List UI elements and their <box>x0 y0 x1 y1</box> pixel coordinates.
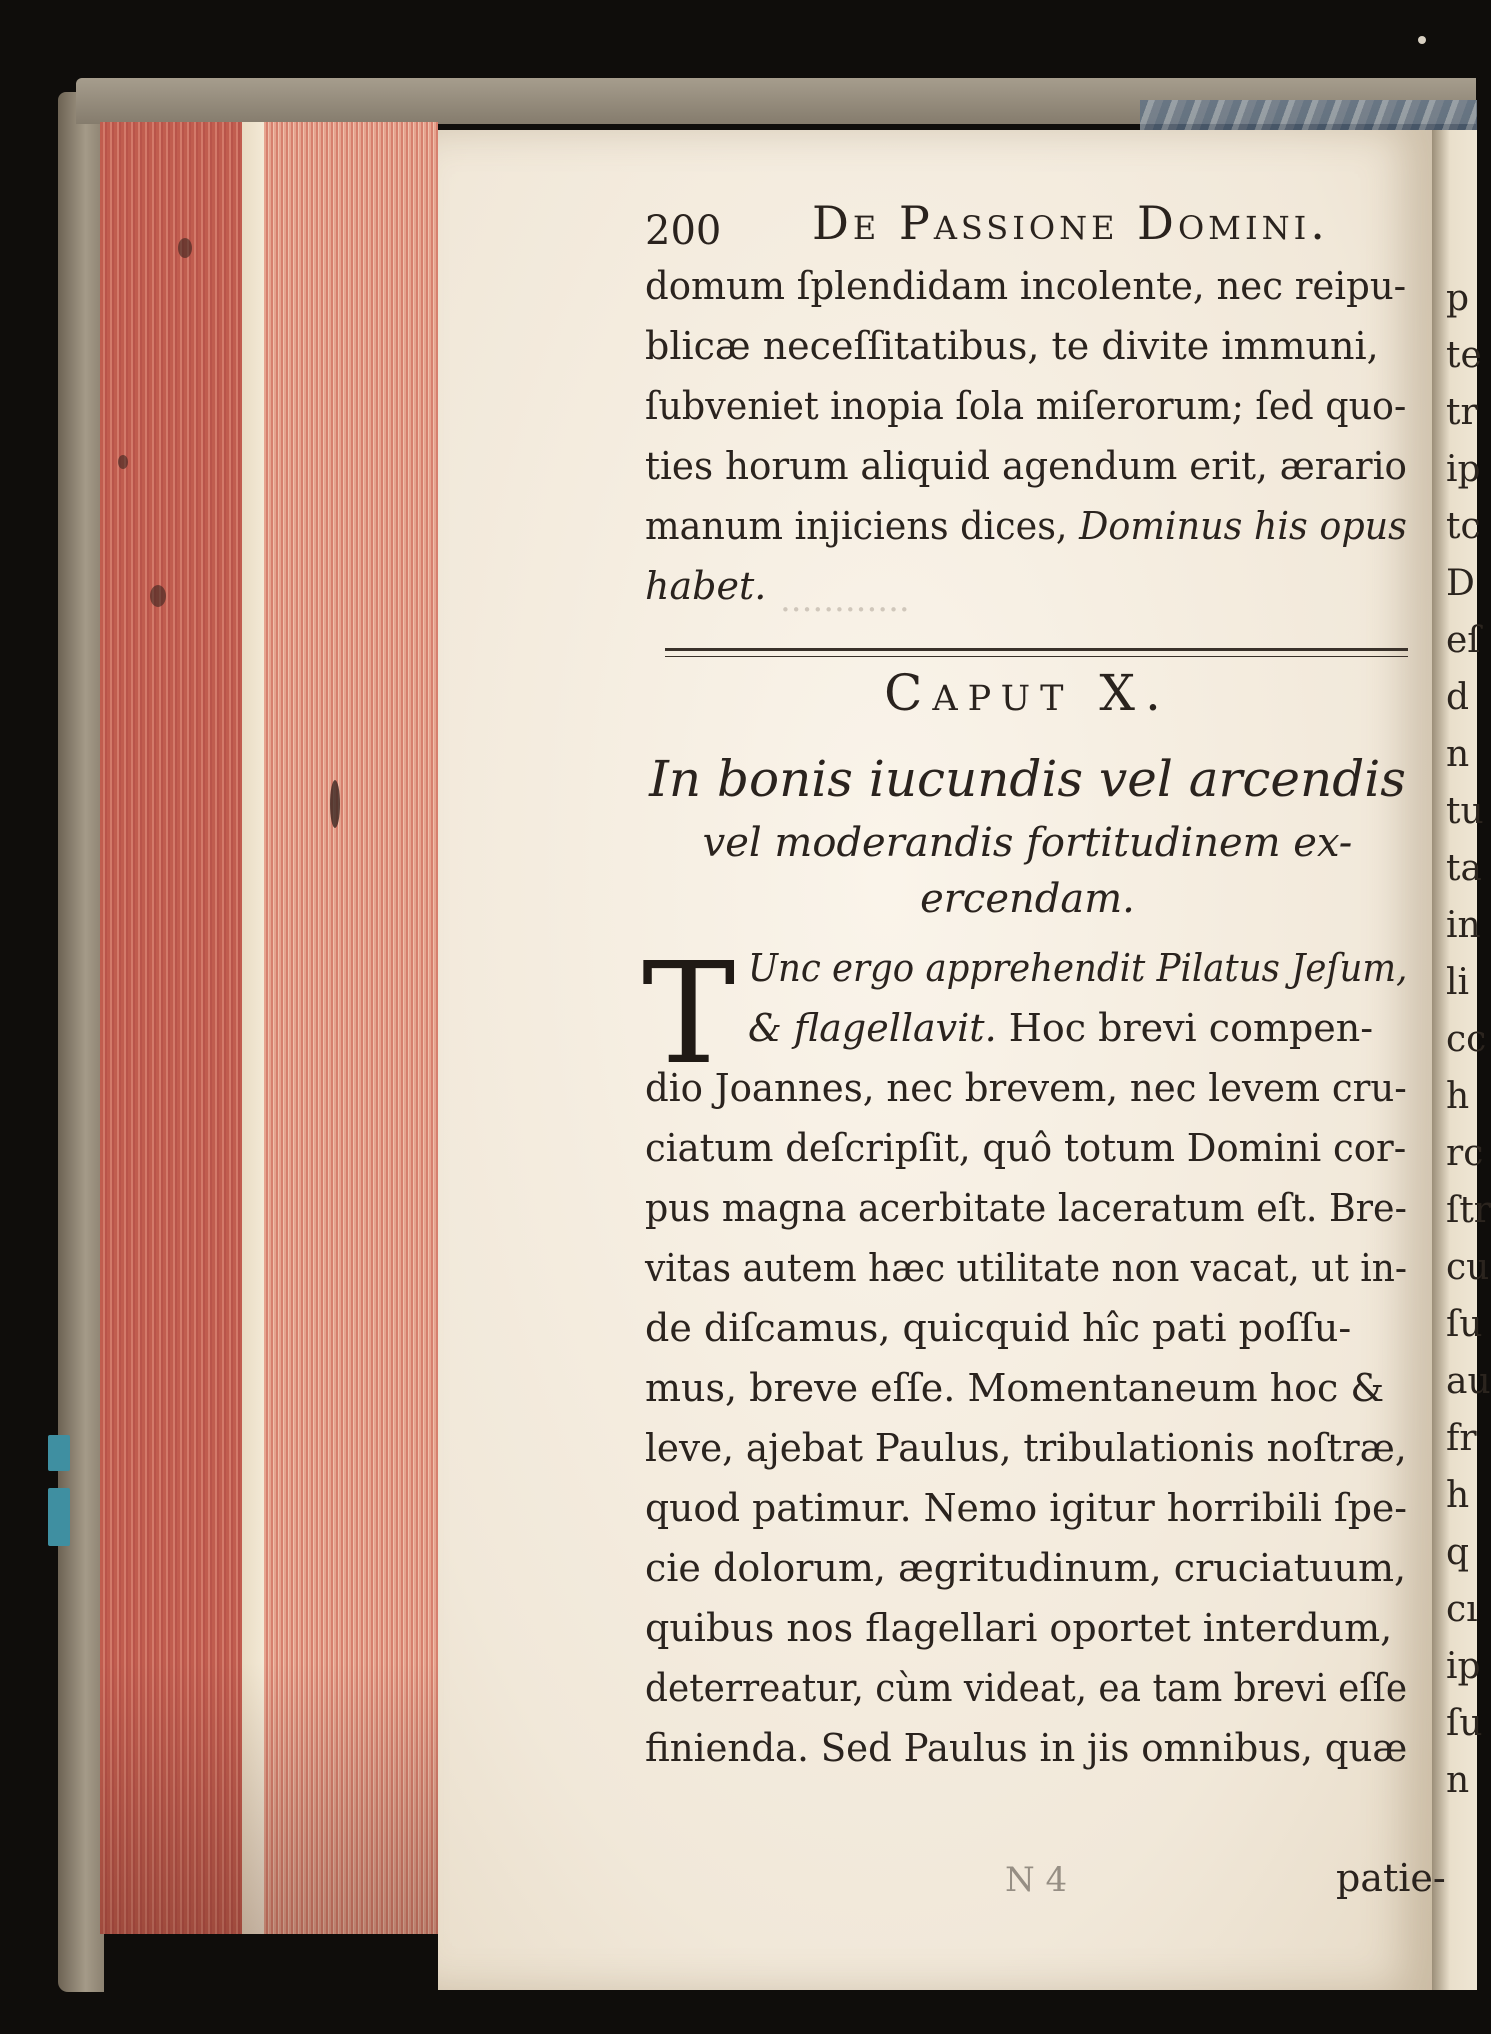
facing-page-fragment: te <box>1446 335 1482 376</box>
facing-page-fragment: n <box>1446 1760 1470 1801</box>
drop-cap: T <box>642 933 736 1096</box>
text-line: ſubveniet inopia ſola miſerorum; ſed quo- <box>645 384 1407 428</box>
ink-stain <box>178 238 192 258</box>
facing-page-fragment: cc <box>1446 1019 1487 1060</box>
facing-page-fragment: d <box>1446 677 1470 718</box>
ink-stain <box>150 585 166 607</box>
text-line: pus magna acerbitate laceratum eſt. Bre- <box>645 1186 1407 1230</box>
text-line: ties horum aliquid agendum erit, ærario <box>645 444 1407 488</box>
facing-page-fragment: cu <box>1446 1247 1490 1288</box>
facing-page-fragment: fr <box>1446 1418 1477 1459</box>
corner-dot <box>1418 36 1426 44</box>
facing-page-fragment: ip <box>1446 449 1481 490</box>
text-span: manum injiciens dices, <box>645 504 1080 548</box>
facing-page-fragment: tr <box>1446 392 1478 433</box>
lead-italic: Unc ergo apprehendit Pilatus Jeſum, <box>748 946 1408 990</box>
text-line: mus, breve eſſe. Momentaneum hoc & <box>645 1366 1385 1410</box>
facing-page-fragment: rc <box>1446 1133 1484 1174</box>
facing-page-fragment: tu <box>1446 791 1484 832</box>
lead-italic: & flagellavit. <box>748 1006 997 1050</box>
text-line: deterreatur, cùm videat, ea tam brevi eſſe <box>645 1666 1408 1710</box>
ink-stain <box>330 780 340 828</box>
text-line: quod patimur. Nemo igitur horribili ſpe- <box>645 1486 1407 1530</box>
facing-page-fragment: h <box>1446 1475 1470 1516</box>
text-line <box>748 1006 1373 1050</box>
italic-quote-end: habet. <box>645 564 767 608</box>
chapter-heading: Caput X. <box>884 664 1171 722</box>
text-line: dio Joannes, nec brevem, nec levem cru- <box>645 1066 1407 1110</box>
catchword: patie- <box>1336 1856 1446 1900</box>
facing-page-fragment: p <box>1446 278 1470 319</box>
text-line: domum ſplendidam incolente, nec reipu- <box>645 264 1407 308</box>
text-line: blicæ neceſſitatibus, te divite immuni, <box>645 324 1379 368</box>
facing-page-fragment: n <box>1446 734 1470 775</box>
facing-page-fragment: q <box>1446 1532 1470 1573</box>
chapter-title-line: In bonis iucundis vel arcendis <box>649 750 1406 808</box>
facing-page-fragment: cı <box>1446 1589 1478 1630</box>
facing-page-fragment: h <box>1446 1076 1470 1117</box>
bleed-through-text: ............ <box>780 580 910 620</box>
facing-page-fragment: ſtr <box>1446 1190 1491 1231</box>
facing-page-fragment: eſ <box>1446 620 1481 661</box>
facing-page-fragment: ip <box>1446 1646 1481 1687</box>
signature-mark: N 4 <box>1005 1860 1068 1900</box>
text-line: de diſcamus, quicquid hîc pati poſſu- <box>645 1306 1352 1350</box>
facing-page-text <box>1446 270 1491 1809</box>
text-line: finienda. Sed Paulus in jis omnibus, quæ <box>645 1726 1408 1770</box>
book-cover-spine-edge <box>58 92 104 1992</box>
bookmark-tab <box>48 1435 70 1471</box>
text-line: ciatum deſcripſit, quô totum Domini cor- <box>645 1126 1407 1170</box>
text-span: Hoc brevi compen- <box>996 1006 1374 1050</box>
italic-quote: Dominus his opus <box>1079 504 1407 548</box>
text-line: vitas autem hæc utilitate non vacat, ut in- <box>645 1246 1407 1290</box>
facing-page-fragment: ſu <box>1446 1304 1483 1345</box>
page-edge-shadow <box>100 122 438 1934</box>
ink-stain <box>118 455 128 469</box>
chapter-title-line: ercendam. <box>920 876 1135 922</box>
facing-page-fragment: li <box>1446 962 1470 1003</box>
facing-page-fragment: in <box>1446 905 1481 946</box>
chapter-title-line: vel moderandis fortitudinem ex- <box>702 820 1353 866</box>
facing-page-fragment: tc <box>1446 506 1481 547</box>
facing-page-fragment: D <box>1446 563 1475 604</box>
text-line: quibus nos flagellari oportet interdum, <box>645 1606 1393 1650</box>
page-number: 200 <box>645 208 722 254</box>
running-title: De Passione Domini. <box>812 196 1329 250</box>
text-line: cie dolorum, ægritudinum, cruciatuum, <box>645 1546 1407 1590</box>
facing-page-fragment: au <box>1446 1361 1491 1402</box>
text-line: leve, ajebat Paulus, tribulationis noſtræ, <box>645 1426 1407 1470</box>
facing-page-fragment: ta <box>1446 848 1482 889</box>
bookmark-tab <box>48 1488 70 1546</box>
facing-page-fragment: ſu <box>1446 1703 1483 1744</box>
